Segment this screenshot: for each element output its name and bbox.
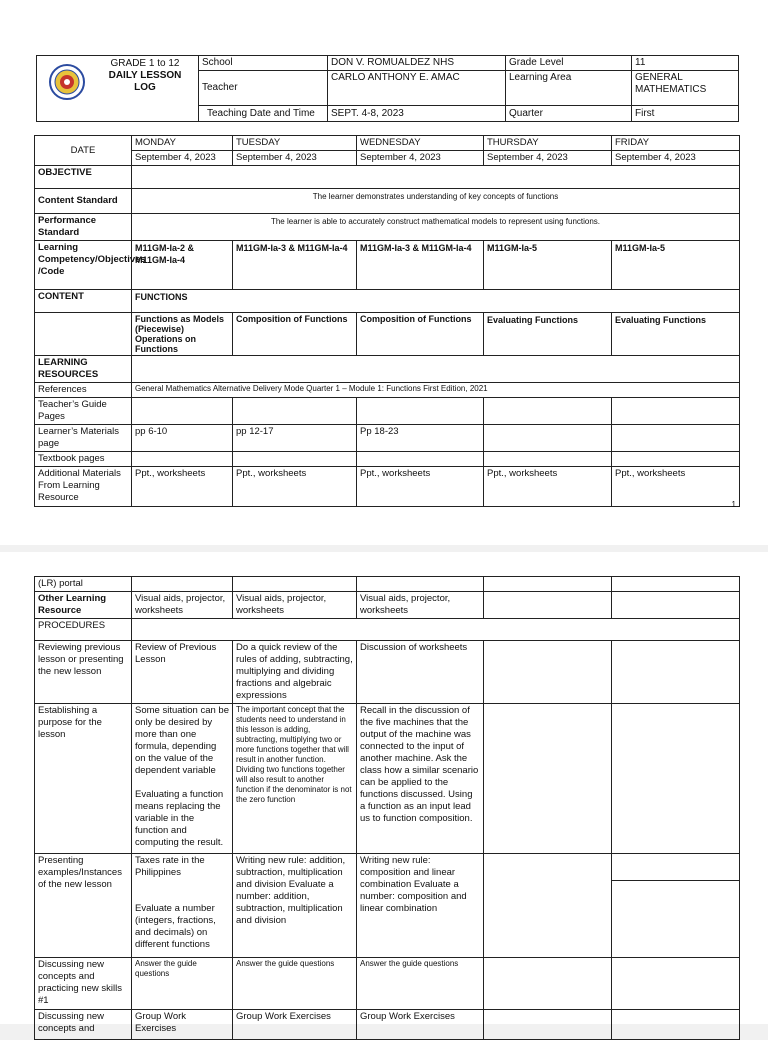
topic-friday: Evaluating Functions xyxy=(612,313,740,356)
reviewing-label: Reviewing previous lesson or presenting the new lesson xyxy=(35,641,132,704)
other-resources-label: Other Learning Resource xyxy=(35,592,132,619)
additional-thursday: Ppt., worksheets xyxy=(484,467,612,507)
discussing1-tuesday: Answer the guide questions xyxy=(233,958,357,1010)
competency-friday: M11GM-Ia-5 xyxy=(612,241,740,290)
day-tuesday: TUESDAY xyxy=(233,136,357,151)
lr-portal-label: (LR) portal xyxy=(35,577,132,592)
content-text: FUNCTIONS xyxy=(132,290,740,313)
quarter-label: Quarter xyxy=(506,106,632,122)
textbook-label: Textbook pages xyxy=(35,452,132,467)
date-thursday: September 4, 2023 xyxy=(484,151,612,166)
quarter-value: First xyxy=(632,106,739,122)
competency-label: Learning Competency/Objectives /Code xyxy=(35,241,132,290)
discussing1-label: Discussing new concepts and practicing new skills #1 xyxy=(35,958,132,1010)
date-time-label: Teaching Date and Time xyxy=(199,106,328,122)
page-number: 1 xyxy=(731,500,736,509)
grade-level-value: 11 xyxy=(632,56,739,71)
reviewing-monday: Review of Previous Lesson xyxy=(132,641,233,704)
reviewing-tuesday: Do a quick review of the rules of adding, subtracting, multiplying and dividing fractions and algebraic expressions xyxy=(233,641,357,704)
content-label: CONTENT xyxy=(35,290,132,313)
day-thursday: THURSDAY xyxy=(484,136,612,151)
discussing2-tuesday: Group Work Exercises xyxy=(233,1010,357,1040)
teacher-value: CARLO ANTHONY E. AMAC xyxy=(328,71,506,106)
additional-tuesday: Ppt., worksheets xyxy=(233,467,357,507)
day-wednesday: WEDNESDAY xyxy=(357,136,484,151)
date-monday: September 4, 2023 xyxy=(132,151,233,166)
procedures-table xyxy=(34,576,740,1040)
teacher-label: Teacher xyxy=(199,71,328,106)
learning-area-value: GENERAL MATHEMATICS xyxy=(632,71,739,106)
date-time-value: SEPT. 4-8, 2023 xyxy=(328,106,506,122)
lesson-table xyxy=(34,135,740,507)
topic-tuesday: Composition of Functions xyxy=(233,313,357,356)
learning-resources-label: LEARNING RESOURCES xyxy=(35,356,132,383)
presenting-monday-text-1: Taxes rate in the Philippines xyxy=(135,855,205,878)
discussing1-monday: Answer the guide questions xyxy=(132,958,233,1010)
additional-wednesday: Ppt., worksheets xyxy=(357,467,484,507)
presenting-tuesday: Writing new rule: addition, subtraction, multiplication and division Evaluate a number: addition, subtraction, multiplication and division xyxy=(233,854,357,958)
grade-level-label: Grade Level xyxy=(506,56,632,71)
day-friday: FRIDAY xyxy=(612,136,740,151)
presenting-monday xyxy=(132,854,233,958)
content-standard-text: The learner demonstrates understanding of key concepts of functions xyxy=(132,189,740,214)
school-label: School xyxy=(199,56,328,71)
discussing2-wednesday: Group Work Exercises xyxy=(357,1010,484,1040)
additional-monday: Ppt., worksheets xyxy=(132,467,233,507)
topic-thursday: Evaluating Functions xyxy=(484,313,612,356)
competency-wednesday: M11GM-Ia-3 & M11GM-Ia-4 xyxy=(357,241,484,290)
procedures-label: PROCEDURES xyxy=(35,619,132,641)
purpose-monday-text-2: Evaluating a function means replacing the variable in the function and computing the result. xyxy=(135,789,224,848)
other-tuesday: Visual aids, projector, worksheets xyxy=(233,592,357,619)
discussing2-monday: Group Work Exercises xyxy=(132,1010,233,1040)
grade-range: GRADE 1 to 12 xyxy=(110,58,180,69)
date-wednesday: September 4, 2023 xyxy=(357,151,484,166)
header-title-cell xyxy=(37,56,199,122)
learning-area-label: Learning Area xyxy=(506,71,632,106)
competency-monday: M11GM-Ia-2 & M11GM-Ia-4 xyxy=(132,241,233,290)
purpose-wednesday: Recall in the discussion of the five machines that the output of the machine was connected to the input of another machine. Ask the class how a similar scenario can be applied to the functions discussed. Using a function as an input lead us to function composition. xyxy=(357,704,484,854)
lm-wednesday: Pp 18-23 xyxy=(357,425,484,452)
other-monday: Visual aids, projector, worksheets xyxy=(132,592,233,619)
discussing2-label: Discussing new concepts and xyxy=(35,1010,132,1040)
presenting-monday-text-2: Evaluate a number (integers, fractions, and decimals) on different functions xyxy=(135,903,216,950)
objective-label: OBJECTIVE xyxy=(35,166,132,189)
competency-tuesday: M11GM-Ia-3 & M11GM-Ia-4 xyxy=(233,241,357,290)
topic-wednesday: Composition of Functions xyxy=(357,313,484,356)
performance-standard-text: The learner is able to accurately construct mathematical models to represent using functions. xyxy=(132,214,740,241)
purpose-monday-text-1: Some situation can be only be desired by more than one formula, depending on the value of the dependent variable xyxy=(135,705,230,776)
header-table xyxy=(36,55,739,122)
presenting-label: Presenting examples/Instances of the new lesson xyxy=(35,854,132,958)
references-text: General Mathematics Alternative Delivery Mode Quarter 1 – Module 1: Functions First Edition, 2021 xyxy=(132,383,740,398)
learners-materials-label: Learner’s Materials page xyxy=(35,425,132,452)
other-wednesday: Visual aids, projector, worksheets xyxy=(357,592,484,619)
performance-standard-label: Performance Standard xyxy=(35,214,132,241)
references-label: References xyxy=(35,383,132,398)
purpose-label: Establishing a purpose for the lesson xyxy=(35,704,132,854)
dll-title-line1: DAILY LESSON xyxy=(108,70,182,81)
competency-thursday: M11GM-Ia-5 xyxy=(484,241,612,290)
lm-tuesday: pp 12-17 xyxy=(233,425,357,452)
additional-friday: Ppt., worksheets xyxy=(612,467,740,507)
date-friday: September 4, 2023 xyxy=(612,151,740,166)
day-monday: MONDAY xyxy=(132,136,233,151)
date-label: DATE xyxy=(35,136,132,166)
topic-monday: Functions as Models (Piecewise) Operations on Functions xyxy=(132,313,233,356)
deped-seal-icon xyxy=(49,64,85,100)
dll-title-line2: LOG xyxy=(134,82,156,93)
presenting-wednesday: Writing new rule: composition and linear combination Evaluate a number: composition and linear combination xyxy=(357,854,484,958)
lm-monday: pp 6-10 xyxy=(132,425,233,452)
additional-materials-label: Additional Materials From Learning Resource xyxy=(35,467,132,507)
school-value: DON V. ROMUALDEZ NHS xyxy=(328,56,506,71)
teachers-guide-label: Teacher’s Guide Pages xyxy=(35,398,132,425)
date-tuesday: September 4, 2023 xyxy=(233,151,357,166)
content-standard-label: Content Standard xyxy=(35,189,132,214)
discussing1-wednesday: Answer the guide questions xyxy=(357,958,484,1010)
purpose-tuesday: The important concept that the students need to understand in this lesson is adding, subtracting, multiplying two or more functions together that will result in another function. Dividing two functions together will also result to another function if the denominator is not the zero function xyxy=(233,704,357,854)
reviewing-wednesday: Discussion of worksheets xyxy=(357,641,484,704)
purpose-monday xyxy=(132,704,233,854)
